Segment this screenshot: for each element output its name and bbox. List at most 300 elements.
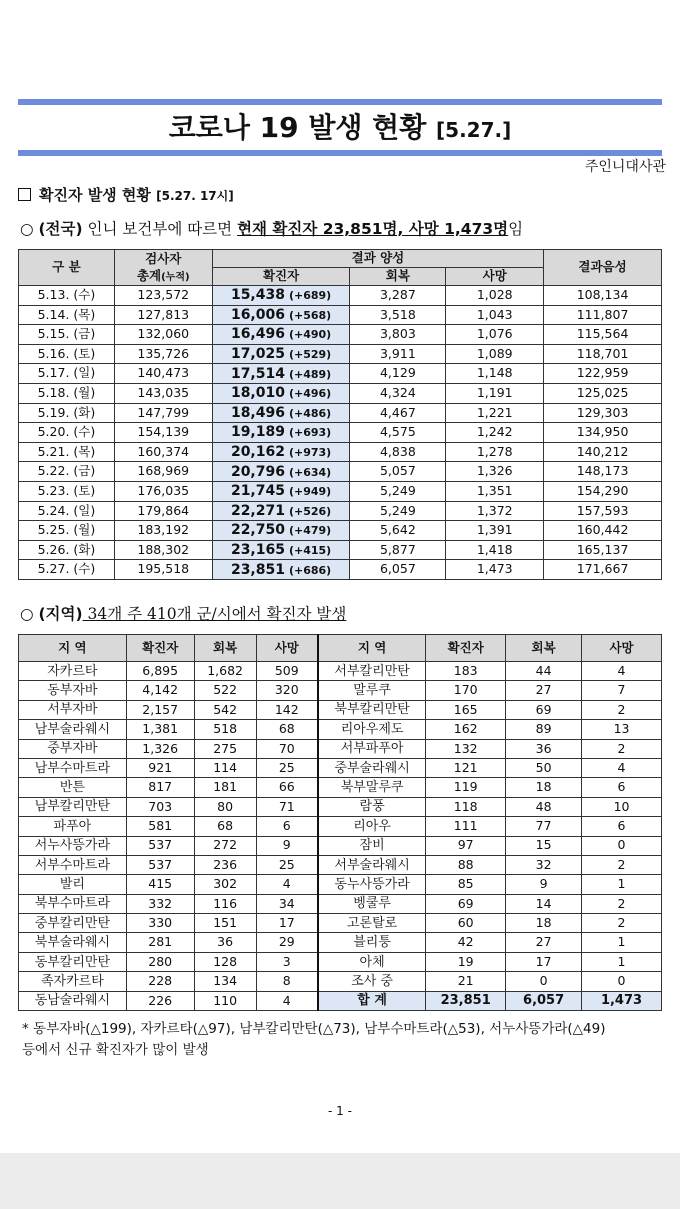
header-confirmed-right: 확진자 bbox=[426, 635, 506, 662]
confirmed-cell: 42 bbox=[426, 933, 506, 952]
confirmed-value: 23,851 bbox=[230, 561, 285, 578]
region-cell: 잠비 bbox=[318, 836, 426, 855]
region-cell: 서부술라웨시 bbox=[318, 855, 426, 874]
region-cell: 중부자바 bbox=[19, 739, 127, 758]
confirmed-cell bbox=[212, 501, 350, 521]
confirmed-value: 21,745 bbox=[230, 483, 285, 500]
title-top-rule bbox=[18, 99, 662, 105]
recovered-cell: 542 bbox=[194, 700, 256, 719]
section-heading bbox=[18, 184, 234, 205]
deaths-cell: 2 bbox=[582, 855, 662, 874]
region-cell: 북부말루쿠 bbox=[318, 778, 426, 797]
table-row bbox=[19, 305, 662, 325]
confirmed-delta: (+634) bbox=[288, 465, 332, 479]
deaths-cell: 1 bbox=[582, 952, 662, 971]
deaths-cell: 4 bbox=[582, 758, 662, 777]
confirmed-delta: (+496) bbox=[288, 387, 332, 401]
confirmed-delta: (+479) bbox=[288, 524, 332, 538]
region-cell: 자카르타 bbox=[19, 662, 127, 681]
confirmed-value: 16,496 bbox=[230, 326, 285, 343]
table-row bbox=[19, 991, 662, 1010]
deaths-cell: 29 bbox=[256, 933, 318, 952]
deaths-cell: 1,221 bbox=[446, 403, 544, 423]
table-row bbox=[19, 836, 662, 855]
date-cell: 5.26. (화) bbox=[19, 540, 115, 560]
total-confirmed-cell: 23,851 bbox=[426, 991, 506, 1010]
recovered-cell: 4,838 bbox=[350, 442, 446, 462]
confirmed-cell bbox=[212, 521, 350, 541]
table-row bbox=[19, 364, 662, 384]
recovered-cell: 3,803 bbox=[350, 325, 446, 345]
region-cell: 동부칼리만탄 bbox=[19, 952, 127, 971]
region-cell: 중부칼리만탄 bbox=[19, 914, 127, 933]
date-cell: 5.24. (일) bbox=[19, 501, 115, 521]
negative-cell: 134,950 bbox=[544, 423, 662, 443]
deaths-cell: 4 bbox=[256, 991, 318, 1010]
recovered-cell: 15 bbox=[506, 836, 582, 855]
region-cell: 아체 bbox=[318, 952, 426, 971]
deaths-cell: 1,351 bbox=[446, 481, 544, 501]
date-cell: 5.23. (토) bbox=[19, 481, 115, 501]
tests-cell: 176,035 bbox=[114, 481, 212, 501]
header-confirmed: 확진자 bbox=[212, 268, 350, 286]
table-row bbox=[19, 681, 662, 700]
confirmed-cell: 97 bbox=[426, 836, 506, 855]
confirmed-value: 18,496 bbox=[230, 404, 285, 421]
date-cell: 5.22. (금) bbox=[19, 462, 115, 482]
region-cell: 리아우 bbox=[318, 817, 426, 836]
negative-cell: 171,667 bbox=[544, 560, 662, 580]
title-text: 코로나 19 발생 현황 bbox=[168, 111, 427, 144]
deaths-cell: 1,326 bbox=[446, 462, 544, 482]
deaths-cell: 3 bbox=[256, 952, 318, 971]
deaths-cell: 6 bbox=[256, 817, 318, 836]
header-deaths-right: 사망 bbox=[582, 635, 662, 662]
recovered-cell: 4,575 bbox=[350, 423, 446, 443]
tests-cell: 143,035 bbox=[114, 383, 212, 403]
confirmed-cell: 280 bbox=[126, 952, 194, 971]
footnote bbox=[22, 1019, 670, 1061]
confirmed-cell: 121 bbox=[426, 758, 506, 777]
recovered-cell: 116 bbox=[194, 894, 256, 913]
table-row bbox=[19, 662, 662, 681]
negative-cell: 154,290 bbox=[544, 481, 662, 501]
recovered-cell: 32 bbox=[506, 855, 582, 874]
deaths-cell: 1,028 bbox=[446, 286, 544, 306]
recovered-cell: 9 bbox=[506, 875, 582, 894]
deaths-cell: 2 bbox=[582, 739, 662, 758]
recovered-cell: 18 bbox=[506, 778, 582, 797]
deaths-cell: 1,391 bbox=[446, 521, 544, 541]
confirmed-cell bbox=[212, 403, 350, 423]
date-cell: 5.15. (금) bbox=[19, 325, 115, 345]
confirmed-cell: 226 bbox=[126, 991, 194, 1010]
deaths-cell: 1,191 bbox=[446, 383, 544, 403]
table-row bbox=[19, 894, 662, 913]
table-row bbox=[19, 286, 662, 306]
confirmed-delta: (+949) bbox=[288, 485, 332, 499]
confirmed-cell: 19 bbox=[426, 952, 506, 971]
total-recovered-cell: 6,057 bbox=[506, 991, 582, 1010]
tests-cell: 147,799 bbox=[114, 403, 212, 423]
deaths-cell: 1 bbox=[582, 875, 662, 894]
deaths-cell: 68 bbox=[256, 720, 318, 739]
deaths-cell: 10 bbox=[582, 797, 662, 816]
negative-cell: 125,025 bbox=[544, 383, 662, 403]
confirmed-delta: (+526) bbox=[288, 504, 332, 518]
confirmed-cell: 183 bbox=[426, 662, 506, 681]
header-tests-total: 총계 bbox=[136, 267, 162, 283]
confirmed-cell: 537 bbox=[126, 836, 194, 855]
table-row bbox=[19, 501, 662, 521]
region-cell: 동부자바 bbox=[19, 681, 127, 700]
date-cell: 5.21. (목) bbox=[19, 442, 115, 462]
recovered-cell: 36 bbox=[194, 933, 256, 952]
deaths-cell: 4 bbox=[256, 875, 318, 894]
table-row bbox=[19, 325, 662, 345]
table-row bbox=[19, 739, 662, 758]
negative-cell: 108,134 bbox=[544, 286, 662, 306]
region-cell: 서부파푸아 bbox=[318, 739, 426, 758]
recovered-cell: 5,877 bbox=[350, 540, 446, 560]
tests-cell: 132,060 bbox=[114, 325, 212, 345]
table-row bbox=[19, 344, 662, 364]
header-tests-bottom bbox=[114, 268, 212, 286]
confirmed-value: 20,162 bbox=[230, 444, 285, 461]
confirmed-cell: 537 bbox=[126, 855, 194, 874]
deaths-cell: 2 bbox=[582, 894, 662, 913]
tests-cell: 168,969 bbox=[114, 462, 212, 482]
section-heading-text: 확진자 발생 현황 bbox=[39, 186, 151, 204]
region-cell: 중부술라웨시 bbox=[318, 758, 426, 777]
recovered-cell: 5,249 bbox=[350, 501, 446, 521]
confirmed-cell: 69 bbox=[426, 894, 506, 913]
region-cell: 동남술라웨시 bbox=[19, 991, 127, 1010]
national-highlight: 현재 확진자 23,851명, 사망 1,473명 bbox=[237, 220, 509, 238]
confirmed-value: 23,165 bbox=[230, 542, 285, 559]
recovered-cell: 68 bbox=[194, 817, 256, 836]
region-cell: 파푸아 bbox=[19, 817, 127, 836]
deaths-cell: 0 bbox=[582, 836, 662, 855]
regional-tag: (지역) bbox=[38, 605, 83, 623]
confirmed-cell bbox=[212, 462, 350, 482]
issuer: 주인니대사관 bbox=[584, 159, 666, 175]
table-row bbox=[19, 720, 662, 739]
recovered-cell: 522 bbox=[194, 681, 256, 700]
tests-cell: 183,192 bbox=[114, 521, 212, 541]
confirmed-delta: (+686) bbox=[288, 563, 332, 577]
deaths-cell: 66 bbox=[256, 778, 318, 797]
confirmed-cell: 119 bbox=[426, 778, 506, 797]
region-cell: 남부수마트라 bbox=[19, 758, 127, 777]
confirmed-cell bbox=[212, 560, 350, 580]
confirmed-cell: 1,381 bbox=[126, 720, 194, 739]
tests-cell: 123,572 bbox=[114, 286, 212, 306]
confirmed-cell bbox=[212, 540, 350, 560]
header-deaths-left: 사망 bbox=[256, 635, 318, 662]
confirmed-value: 22,271 bbox=[230, 502, 285, 519]
confirmed-cell bbox=[212, 305, 350, 325]
deaths-cell: 34 bbox=[256, 894, 318, 913]
page-number: - 1 - bbox=[328, 1104, 352, 1118]
tests-cell: 140,473 bbox=[114, 364, 212, 384]
recovered-cell: 114 bbox=[194, 758, 256, 777]
national-summary bbox=[20, 217, 523, 239]
tests-cell: 135,726 bbox=[114, 344, 212, 364]
recovered-cell: 302 bbox=[194, 875, 256, 894]
confirmed-value: 16,006 bbox=[230, 306, 285, 323]
recovered-cell: 4,467 bbox=[350, 403, 446, 423]
recovered-cell: 27 bbox=[506, 933, 582, 952]
deaths-cell: 13 bbox=[582, 720, 662, 739]
date-cell: 5.14. (목) bbox=[19, 305, 115, 325]
confirmed-cell bbox=[212, 423, 350, 443]
table-row bbox=[19, 875, 662, 894]
region-cell: 족자카르타 bbox=[19, 972, 127, 991]
region-cell: 서부칼리만탄 bbox=[318, 662, 426, 681]
region-cell: 북부수마트라 bbox=[19, 894, 127, 913]
deaths-cell: 1,473 bbox=[446, 560, 544, 580]
table-row bbox=[19, 914, 662, 933]
deaths-cell: 1,242 bbox=[446, 423, 544, 443]
confirmed-delta: (+486) bbox=[288, 406, 332, 420]
confirmed-cell bbox=[212, 286, 350, 306]
recovered-cell: 17 bbox=[506, 952, 582, 971]
square-bullet-icon bbox=[18, 188, 31, 201]
negative-cell: 157,593 bbox=[544, 501, 662, 521]
deaths-cell: 1,372 bbox=[446, 501, 544, 521]
recovered-cell: 48 bbox=[506, 797, 582, 816]
region-cell: 서누사뜽가라 bbox=[19, 836, 127, 855]
region-cell: 반튼 bbox=[19, 778, 127, 797]
recovered-cell: 110 bbox=[194, 991, 256, 1010]
footnote-line-2: 등에서 신규 확진자가 많이 발생 bbox=[22, 1042, 209, 1058]
region-cell: 조사 중 bbox=[318, 972, 426, 991]
header-recovered-right: 회복 bbox=[506, 635, 582, 662]
recovered-cell: 77 bbox=[506, 817, 582, 836]
table-row bbox=[19, 700, 662, 719]
deaths-cell: 320 bbox=[256, 681, 318, 700]
confirmed-value: 17,514 bbox=[230, 365, 285, 382]
recovered-cell: 5,642 bbox=[350, 521, 446, 541]
total-deaths-cell: 1,473 bbox=[582, 991, 662, 1010]
circle-bullet-icon: ○ bbox=[20, 220, 34, 238]
confirmed-cell: 921 bbox=[126, 758, 194, 777]
confirmed-cell: 703 bbox=[126, 797, 194, 816]
footnote-mark: * bbox=[22, 1021, 29, 1037]
tests-cell: 179,864 bbox=[114, 501, 212, 521]
confirmed-delta: (+415) bbox=[288, 544, 332, 558]
header-tests-note: (누적) bbox=[161, 271, 190, 283]
confirmed-value: 20,796 bbox=[230, 463, 285, 480]
table-row bbox=[19, 560, 662, 580]
table-row bbox=[19, 442, 662, 462]
date-cell: 5.19. (화) bbox=[19, 403, 115, 423]
confirmed-delta: (+529) bbox=[288, 348, 332, 362]
region-cell: 벵쿨루 bbox=[318, 894, 426, 913]
negative-cell: 160,442 bbox=[544, 521, 662, 541]
deaths-cell: 1,418 bbox=[446, 540, 544, 560]
confirmed-cell bbox=[212, 481, 350, 501]
confirmed-cell bbox=[212, 344, 350, 364]
recovered-cell: 4,324 bbox=[350, 383, 446, 403]
page-title bbox=[18, 106, 662, 150]
confirmed-cell: 111 bbox=[426, 817, 506, 836]
deaths-cell: 4 bbox=[582, 662, 662, 681]
header-gubun: 구 분 bbox=[19, 250, 115, 286]
confirmed-cell: 170 bbox=[426, 681, 506, 700]
confirmed-delta: (+689) bbox=[288, 289, 332, 303]
recovered-cell: 3,518 bbox=[350, 305, 446, 325]
confirmed-cell bbox=[212, 325, 350, 345]
confirmed-cell: 118 bbox=[426, 797, 506, 816]
confirmed-delta: (+693) bbox=[288, 426, 332, 440]
table-row bbox=[19, 462, 662, 482]
regional-text: 34개 주 410개 군/시에서 확진자 발생 bbox=[82, 605, 347, 623]
region-cell: 남부술라웨시 bbox=[19, 720, 127, 739]
recovered-cell: 134 bbox=[194, 972, 256, 991]
regional-summary bbox=[20, 602, 346, 624]
national-text-end: 임 bbox=[508, 220, 524, 238]
negative-cell: 165,137 bbox=[544, 540, 662, 560]
confirmed-cell bbox=[212, 442, 350, 462]
header-region-left: 지 역 bbox=[19, 635, 127, 662]
tests-cell: 127,813 bbox=[114, 305, 212, 325]
region-cell: 블리퉁 bbox=[318, 933, 426, 952]
negative-cell: 148,173 bbox=[544, 462, 662, 482]
recovered-cell: 69 bbox=[506, 700, 582, 719]
recovered-cell: 3,911 bbox=[350, 344, 446, 364]
confirmed-value: 19,189 bbox=[230, 424, 285, 441]
table-row bbox=[19, 817, 662, 836]
section-heading-time: [5.27. 17시] bbox=[156, 189, 234, 203]
recovered-cell: 14 bbox=[506, 894, 582, 913]
deaths-cell: 25 bbox=[256, 758, 318, 777]
recovered-cell: 181 bbox=[194, 778, 256, 797]
date-cell: 5.17. (일) bbox=[19, 364, 115, 384]
confirmed-cell bbox=[212, 364, 350, 384]
deaths-cell: 9 bbox=[256, 836, 318, 855]
table-row bbox=[19, 933, 662, 952]
recovered-cell: 89 bbox=[506, 720, 582, 739]
deaths-cell: 25 bbox=[256, 855, 318, 874]
table-row bbox=[19, 972, 662, 991]
deaths-cell: 1,278 bbox=[446, 442, 544, 462]
national-text: 인니 보건부에 따르면 bbox=[82, 220, 238, 238]
negative-cell: 115,564 bbox=[544, 325, 662, 345]
confirmed-delta: (+973) bbox=[288, 446, 332, 460]
circle-bullet-icon: ○ bbox=[20, 605, 34, 623]
recovered-cell: 3,287 bbox=[350, 286, 446, 306]
table-row bbox=[19, 778, 662, 797]
recovered-cell: 128 bbox=[194, 952, 256, 971]
negative-cell: 118,701 bbox=[544, 344, 662, 364]
header-confirmed-left: 확진자 bbox=[126, 635, 194, 662]
confirmed-cell: 165 bbox=[426, 700, 506, 719]
recovered-cell: 6,057 bbox=[350, 560, 446, 580]
table-row bbox=[19, 383, 662, 403]
national-table bbox=[18, 249, 662, 580]
confirmed-cell: 21 bbox=[426, 972, 506, 991]
recovered-cell: 4,129 bbox=[350, 364, 446, 384]
recovered-cell: 5,057 bbox=[350, 462, 446, 482]
recovered-cell: 27 bbox=[506, 681, 582, 700]
deaths-cell: 2 bbox=[582, 914, 662, 933]
recovered-cell: 50 bbox=[506, 758, 582, 777]
deaths-cell: 6 bbox=[582, 778, 662, 797]
negative-cell: 140,212 bbox=[544, 442, 662, 462]
regional-table bbox=[18, 634, 662, 1011]
deaths-cell: 509 bbox=[256, 662, 318, 681]
deaths-cell: 142 bbox=[256, 700, 318, 719]
recovered-cell: 44 bbox=[506, 662, 582, 681]
table-row bbox=[19, 855, 662, 874]
confirmed-cell: 162 bbox=[426, 720, 506, 739]
deaths-cell: 1 bbox=[582, 933, 662, 952]
confirmed-cell: 332 bbox=[126, 894, 194, 913]
recovered-cell: 272 bbox=[194, 836, 256, 855]
confirmed-value: 22,750 bbox=[230, 522, 285, 539]
confirmed-cell bbox=[212, 383, 350, 403]
recovered-cell: 5,249 bbox=[350, 481, 446, 501]
confirmed-cell: 85 bbox=[426, 875, 506, 894]
recovered-cell: 275 bbox=[194, 739, 256, 758]
region-cell: 서부자바 bbox=[19, 700, 127, 719]
confirmed-delta: (+490) bbox=[288, 328, 332, 342]
region-cell: 서부수마트라 bbox=[19, 855, 127, 874]
region-cell: 리아우제도 bbox=[318, 720, 426, 739]
region-cell: 동누사뜽가라 bbox=[318, 875, 426, 894]
table-row bbox=[19, 540, 662, 560]
confirmed-delta: (+568) bbox=[288, 308, 332, 322]
deaths-cell: 1,076 bbox=[446, 325, 544, 345]
header-positive: 결과 양성 bbox=[212, 250, 543, 268]
deaths-cell: 1,148 bbox=[446, 364, 544, 384]
recovered-cell: 151 bbox=[194, 914, 256, 933]
date-cell: 5.20. (수) bbox=[19, 423, 115, 443]
confirmed-cell: 330 bbox=[126, 914, 194, 933]
deaths-cell: 17 bbox=[256, 914, 318, 933]
recovered-cell: 18 bbox=[506, 914, 582, 933]
confirmed-cell: 88 bbox=[426, 855, 506, 874]
table-row bbox=[19, 423, 662, 443]
confirmed-cell: 2,157 bbox=[126, 700, 194, 719]
confirmed-cell: 281 bbox=[126, 933, 194, 952]
region-cell: 북부칼리만탄 bbox=[318, 700, 426, 719]
deaths-cell: 1,043 bbox=[446, 305, 544, 325]
recovered-cell: 518 bbox=[194, 720, 256, 739]
region-cell: 발리 bbox=[19, 875, 127, 894]
recovered-cell: 80 bbox=[194, 797, 256, 816]
table-row bbox=[19, 758, 662, 777]
table-row bbox=[19, 952, 662, 971]
tests-cell: 195,518 bbox=[114, 560, 212, 580]
confirmed-delta: (+489) bbox=[288, 367, 332, 381]
deaths-cell: 2 bbox=[582, 700, 662, 719]
deaths-cell: 7 bbox=[582, 681, 662, 700]
confirmed-cell: 228 bbox=[126, 972, 194, 991]
title-date: [5.27.] bbox=[436, 118, 512, 142]
total-region-cell: 합 계 bbox=[318, 991, 426, 1010]
confirmed-cell: 1,326 bbox=[126, 739, 194, 758]
confirmed-cell: 4,142 bbox=[126, 681, 194, 700]
header-tests-top: 검사자 bbox=[114, 250, 212, 268]
title-bottom-rule bbox=[18, 150, 662, 156]
tests-cell: 160,374 bbox=[114, 442, 212, 462]
deaths-cell: 0 bbox=[582, 972, 662, 991]
header-deaths: 사망 bbox=[446, 268, 544, 286]
confirmed-value: 18,010 bbox=[230, 385, 285, 402]
